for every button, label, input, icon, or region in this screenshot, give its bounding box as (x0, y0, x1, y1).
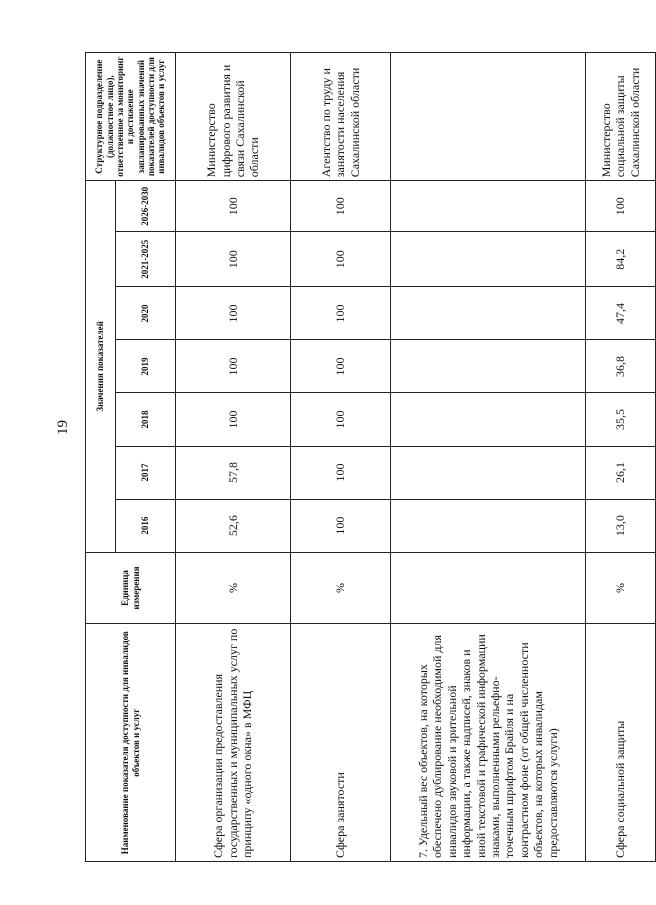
header-responsible: Структурное подразделение (должностное лицо), ответственное за мониторинг и достижение запланированных значений показателей доступности для инвалидов объектов и услуг (86, 53, 176, 181)
row-value: 84,2 (586, 232, 656, 287)
row-value: 36,8 (586, 340, 656, 393)
row-value (391, 287, 586, 340)
row-value (391, 446, 586, 499)
row-value: 100 (291, 287, 391, 340)
row-unit (391, 552, 586, 624)
row-value: 35,5 (586, 393, 656, 446)
table-row (291, 53, 391, 862)
row-name: Сфера занятости (291, 624, 391, 862)
row-value: 100 (176, 340, 291, 393)
header-year: 2026-2030 (116, 181, 176, 232)
row-responsible (391, 53, 586, 181)
row-responsible: Министерство социальной защиты Сахалинской области (586, 53, 656, 181)
row-responsible: Министерство цифрового развития и связи Сахалинской области (176, 53, 291, 181)
rotated-table-container (85, 52, 642, 862)
header-year: 2016 (116, 499, 176, 552)
table-row (586, 53, 656, 862)
row-value: 47,4 (586, 287, 656, 340)
row-value: 100 (291, 499, 391, 552)
row-value (391, 340, 586, 393)
row-value (391, 499, 586, 552)
row-responsible: Агентство по труду и занятости населения Сахалинской области (291, 53, 391, 181)
row-value: 100 (176, 232, 291, 287)
row-value: 26,1 (586, 446, 656, 499)
row-value: 100 (586, 181, 656, 232)
row-value (391, 181, 586, 232)
row-name: Сфера организации предоставления государственных и муниципальных услуг по принципу «одного окна» в МФЦ (176, 624, 291, 862)
row-value: 100 (176, 393, 291, 446)
row-value: 13,0 (586, 499, 656, 552)
row-value: 52,6 (176, 499, 291, 552)
header-values-group: Значения показателей (86, 181, 116, 552)
page-number: 19 (55, 420, 71, 435)
row-value: 100 (291, 340, 391, 393)
header-year: 2018 (116, 393, 176, 446)
row-unit: % (291, 552, 391, 624)
row-value: 100 (291, 181, 391, 232)
row-value (391, 232, 586, 287)
header-year: 2021-2025 (116, 232, 176, 287)
header-year: 2017 (116, 446, 176, 499)
row-value: 100 (176, 287, 291, 340)
row-name: 7. Удельный вес объектов, на которых обеспечено дублирование необходимой для инвалидов звуковой и зрительной информации, а также надписей, знаков и иной текстовой и графической информации знаками, выполненными рельефно-точечным шрифтом Брайля и на контрастном фоне (от общей численности объектов, на которых инвалидам предоставляются услуги) (391, 624, 586, 862)
row-value: 100 (291, 393, 391, 446)
indicators-table (85, 52, 656, 862)
header-row-1 (86, 53, 116, 862)
row-value: 57,8 (176, 446, 291, 499)
table-row (391, 53, 586, 862)
row-value: 100 (291, 232, 391, 287)
row-value (391, 393, 586, 446)
row-value: 100 (291, 446, 391, 499)
row-unit: % (586, 552, 656, 624)
row-value: 100 (176, 181, 291, 232)
header-year: 2019 (116, 340, 176, 393)
row-unit: % (176, 552, 291, 624)
header-year: 2020 (116, 287, 176, 340)
row-name: Сфера социальной защиты (586, 624, 656, 862)
header-unit: Единица измерения (86, 552, 176, 624)
header-name: Наименование показателя доступности для инвалидов объектов и услуг (86, 624, 176, 862)
table-row (176, 53, 291, 862)
